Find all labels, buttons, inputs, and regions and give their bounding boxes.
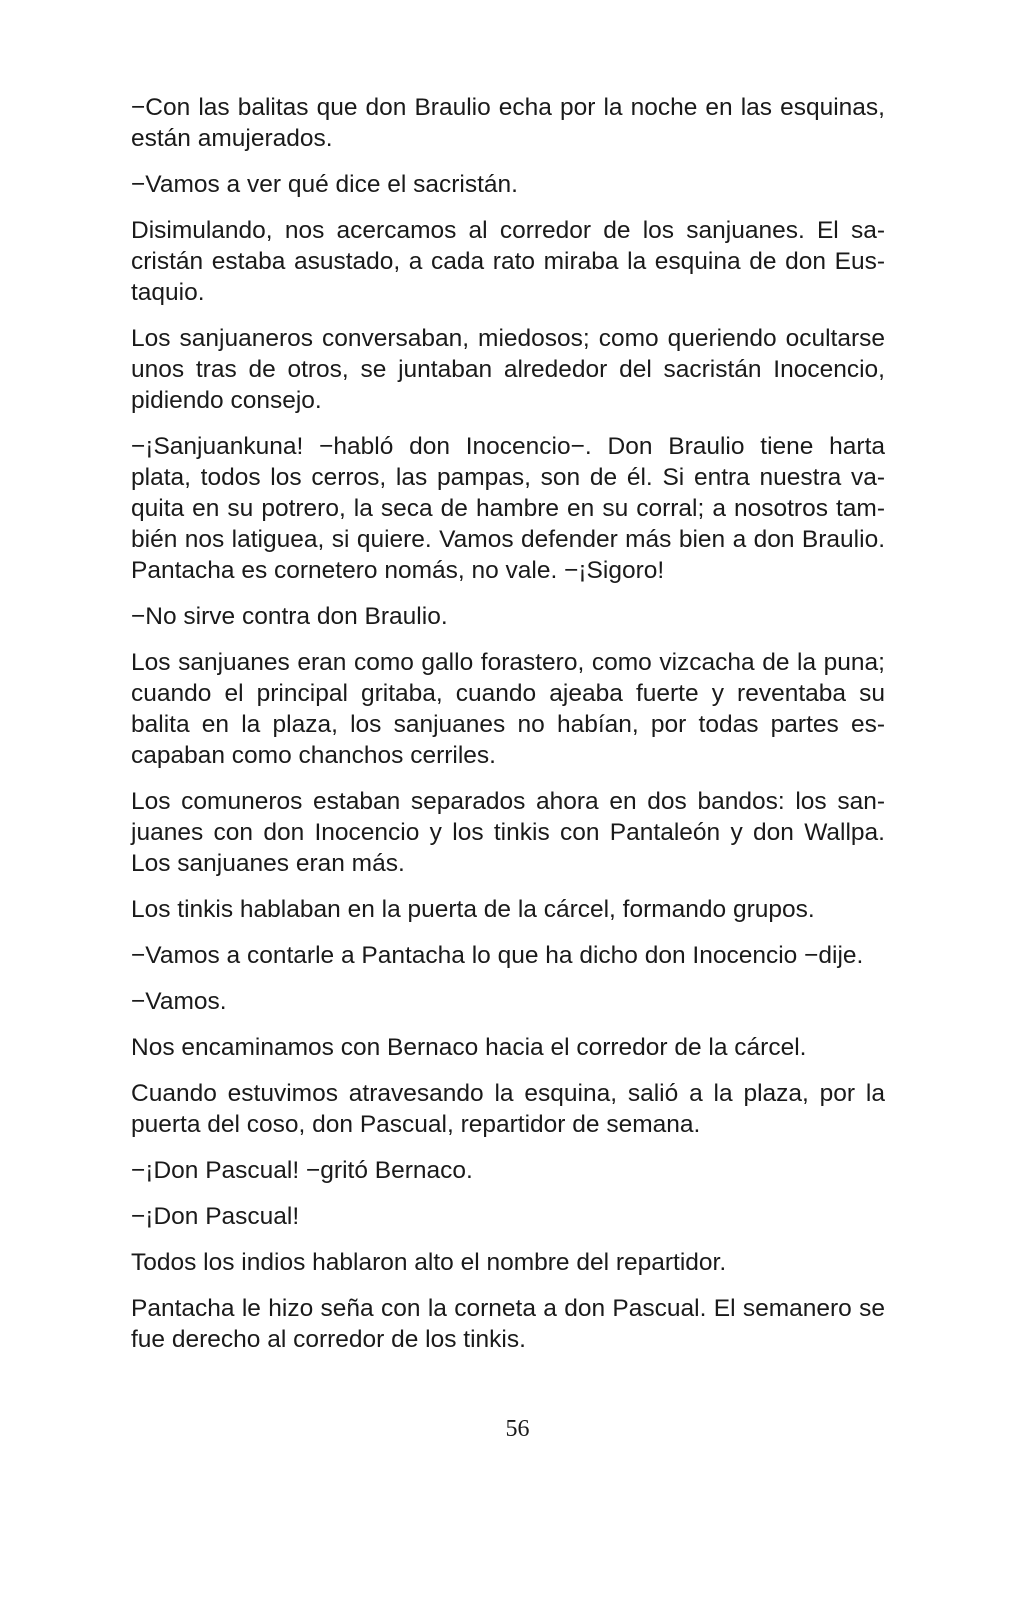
paragraph: Cuando estuvimos atravesando la esquina, salió a la plaza, por la puerta del coso, don Pascual, repartidor de semana. xyxy=(131,1080,885,1138)
paragraph: −No sirve contra don Braulio. xyxy=(131,603,448,630)
paragraph: Nos encaminamos con Bernaco hacia el corredor de la cárcel. xyxy=(131,1034,807,1061)
paragraph: Los sanjuanes eran como gallo forastero, como vizcacha de la puna; cuando el principal gritaba, cuando ajeaba fuerte y reventaba su balita en la plaza, los sanjuanes no habían, por todas partes escapaban como chanchos cerriles. xyxy=(131,649,885,769)
paragraph: −Con las balitas que don Braulio echa por la noche en las esquinas, están amujerados. xyxy=(131,94,885,152)
paragraph: Disimulando, nos acercamos al corredor de los sanjuanes. El sacristán estaba asustado, a cada rato miraba la esquina de don Eustaquio. xyxy=(131,217,885,306)
paragraph: Pantacha le hizo seña con la corneta a don Pascual. El semanero se fue derecho al corredor de los tinkis. xyxy=(131,1295,885,1353)
paragraph: −Vamos a contarle a Pantacha lo que ha dicho don Inocencio −dije. xyxy=(131,942,864,969)
paragraph: −¡Don Pascual! xyxy=(131,1203,300,1230)
paragraph: Todos los indios hablaron alto el nombre del repartidor. xyxy=(131,1249,727,1276)
paragraph: −Vamos. xyxy=(131,988,227,1015)
paragraph: −¡Don Pascual! −gritó Bernaco. xyxy=(131,1157,473,1184)
paragraph: Los sanjuaneros conversaban, miedosos; como queriendo ocultarse unos tras de otros, se juntaban alrededor del sacristán Inocencio, pidiendo consejo. xyxy=(131,325,885,414)
paragraph: −¡Sanjuankuna! −habló don Inocencio−. Don Braulio tiene harta plata, todos los cerros, las pampas, son de él. Si entra nuestra vaquita en su potrero, la seca de hambre en su corral; a nosotros también nos latiguea, si quiere. Vamos defender más bien a don Braulio. Pantacha es cornetero nomás, no vale. −¡Sigoro! xyxy=(131,433,885,584)
paragraph: −Vamos a ver qué dice el sacristán. xyxy=(131,171,518,198)
page-body xyxy=(131,92,885,1370)
paragraph: Los tinkis hablaban en la puerta de la cárcel, formando grupos. xyxy=(131,896,815,923)
page-number: 56 xyxy=(505,1416,530,1442)
paragraph: Los comuneros estaban separados ahora en dos bandos: los sanjuanes con don Inocencio y los tinkis con Pantaleón y don Wallpa. Los sanjuanes eran más. xyxy=(131,788,885,877)
